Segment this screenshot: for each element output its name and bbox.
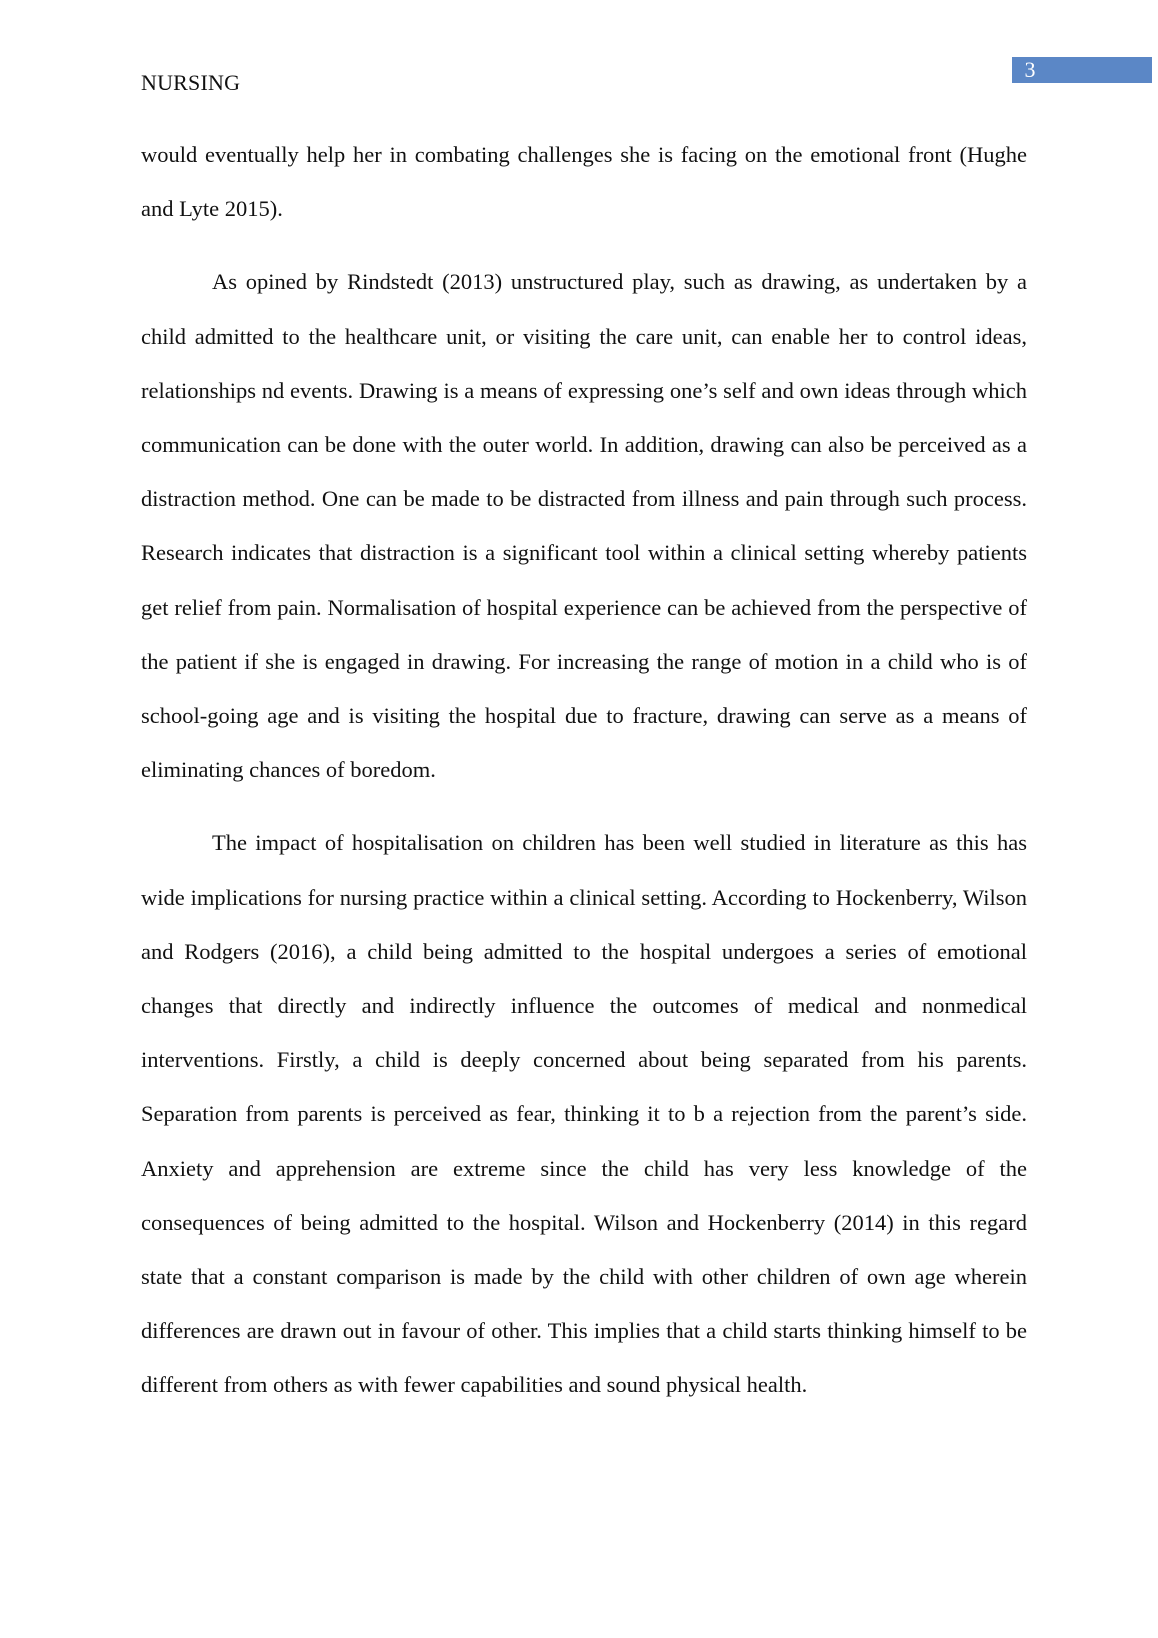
paragraph-hospitalisation-impact: The impact of hospitalisation on children has been well studied in literature as this has wide implications for nursing practice within a clinical setting. According to Hockenberry, Wilson and Rodgers (2016), a child being admitted to the hospital undergoes a series of emotional changes that directly and indirectly influence the outcomes of medical and nonmedical interventions. Firstly, a child is deeply concerned about being separated from his parents. Separation from parents is perceived as fear, thinking it to b a rejection from the parent’s side. Anxiety and apprehension are extreme since the child has very less knowledge of the consequences of being admitted to the hospital. Wilson and Hockenberry (2014) in this regard state that a constant comparison is made by the child with other children of own age wherein differences are drawn out in favour of other. This implies that a child starts thinking himself to be different from others as with fewer capabilities and sound physical health.: [141, 830, 1027, 1398]
page-number: 3: [1024, 57, 1036, 82]
paragraph-drawing-play: As opined by Rindstedt (2013) unstructured play, such as drawing, as undertaken by a child admitted to the healthcare unit, or visiting the care unit, can enable her to control ideas, relationships nd events. Drawing is a means of expressing one’s self and own ideas through which communication can be done with the outer world. In addition, drawing can also be perceived as a distraction method. One can be made to be distracted from illness and pain through such process. Research indicates that distraction is a significant tool within a clinical setting whereby patients get relief from pain. Normalisation of hospital experience can be achieved from the perspective of the patient if she is engaged in drawing. For increasing the range of motion in a child who is of school-going age and is visiting the hospital due to fracture, drawing can serve as a means of eliminating chances of boredom.: [141, 269, 1027, 783]
running-head: NURSING: [141, 70, 241, 95]
body-text: [141, 128, 1027, 1413]
page-number-bar: [1012, 57, 1152, 83]
paragraph-continuation: would eventually help her in combating challenges she is facing on the emotional front (Hughe and Lyte 2015).: [141, 142, 1027, 222]
